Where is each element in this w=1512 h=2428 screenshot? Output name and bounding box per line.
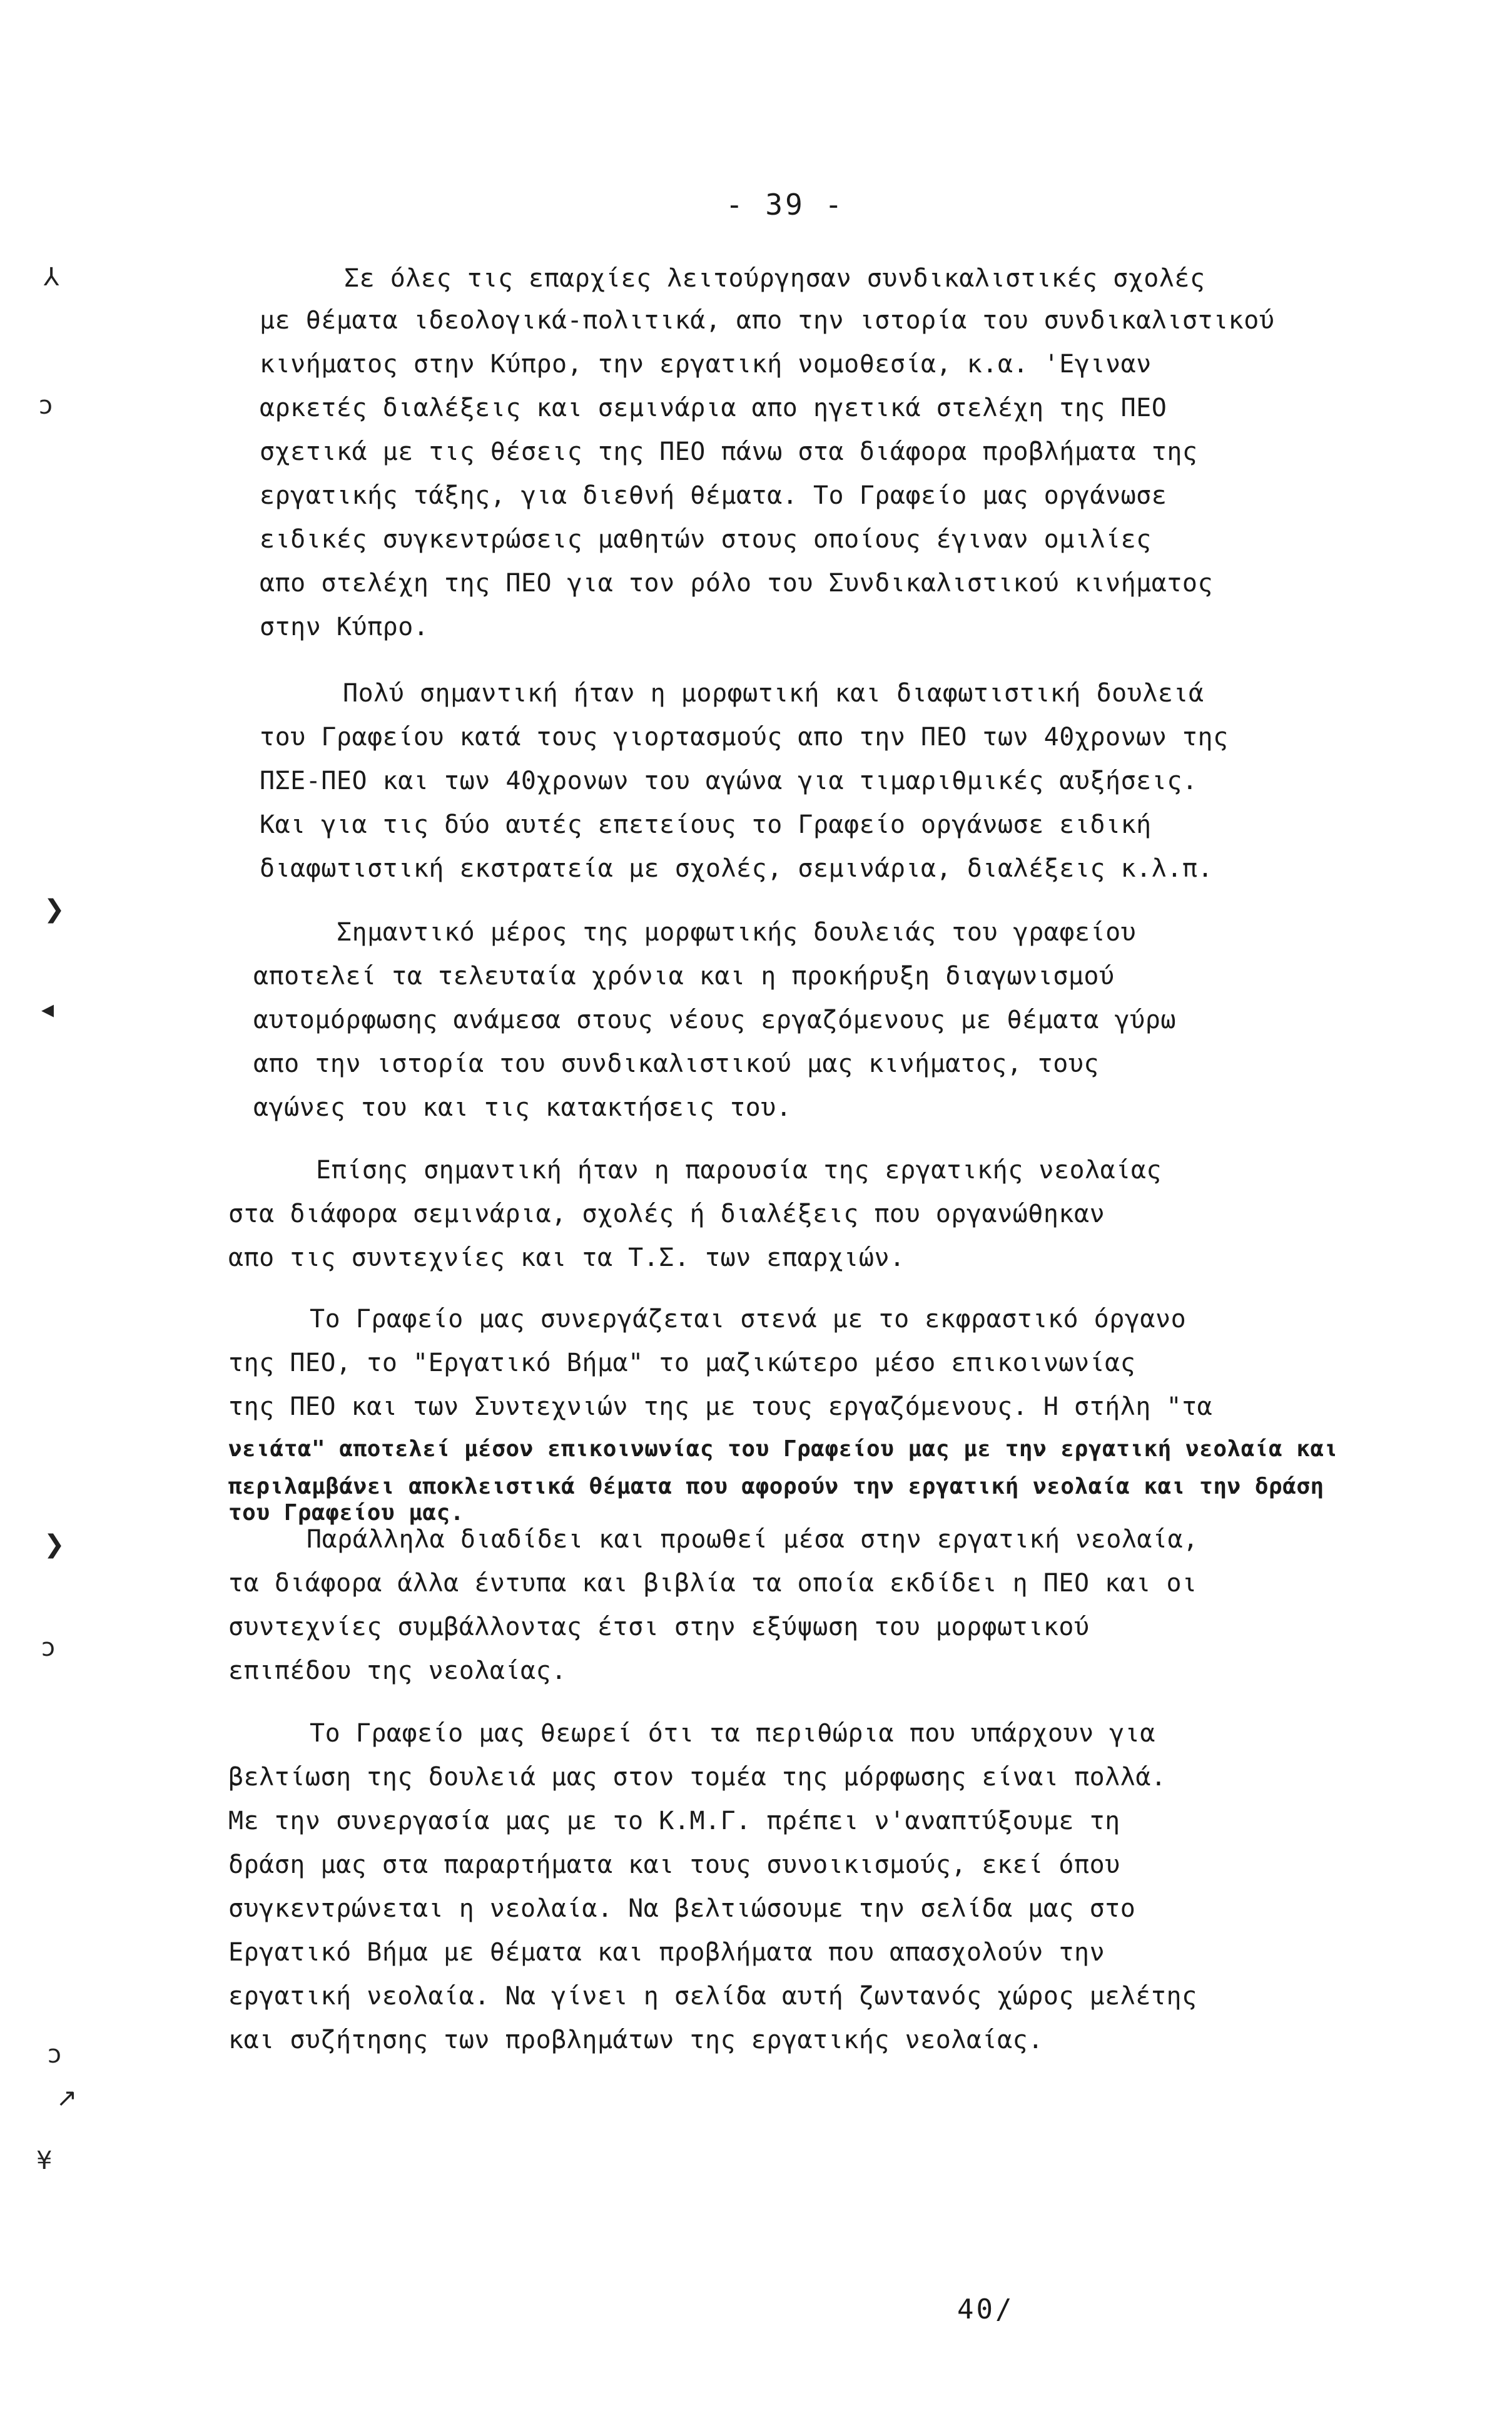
- text-line: τα διάφορα άλλα έντυπα και βιβλία τα οποία εκδίδει η ΠΕΟ και οι: [228, 1569, 1197, 1598]
- text-line: ΠΣΕ-ΠΕΟ και των 40χρονων του αγώνα για τιμαριθμικές αυξήσεις.: [260, 767, 1198, 795]
- text-line: νειάτα" αποτελεί μέσον επικοινωνίας του Γραφείου μας με την εργατική νεολαία και: [228, 1436, 1338, 1462]
- text-line: Και για τις δύο αυτές επετείους το Γραφείο οργάνωσε ειδική: [260, 810, 1152, 839]
- text-line: Το Γραφείο μας συνεργάζεται στενά με το εκφραστικό όργανο: [310, 1305, 1187, 1334]
- margin-mark: ɔ: [41, 1633, 55, 1662]
- text-line: στην Κύπρο.: [260, 613, 429, 641]
- text-line: εργατικής τάξης, για διεθνή θέματα. Το Γραφείο μας οργάνωσε: [260, 481, 1167, 510]
- continuation-marker: 40/: [957, 2293, 1015, 2325]
- margin-mark: ↗: [56, 2084, 78, 2113]
- margin-mark: ɔ: [48, 2040, 61, 2069]
- text-line: αρκετές διαλέξεις και σεμινάρια απο ηγετικά στελέχη της ΠΕΟ: [260, 394, 1167, 422]
- text-line: με θέματα ιδεολογικά-πολιτικά, απο την ιστορία του συνδικαλιστικού: [260, 306, 1275, 335]
- text-line: περιλαμβάνει αποκλειστικά θέματα που αφορούν την εργατική νεολαία και την δράση: [228, 1474, 1324, 1499]
- margin-mark: ❯: [44, 1530, 65, 1559]
- text-line: Σε όλες τις επαρχίες λειτούργησαν συνδικαλιστικές σχολές: [344, 264, 1205, 293]
- text-line: αποτελεί τα τελευταία χρόνια και η προκήρυξη διαγωνισμού: [253, 962, 1115, 991]
- text-line: Το Γραφείο μας θεωρεί ότι τα περιθώρια που υπάρχουν για: [310, 1719, 1156, 1748]
- margin-mark: ◂: [41, 995, 54, 1024]
- text-line: επιπέδου της νεολαίας.: [228, 1656, 567, 1685]
- text-line: της ΠΕΟ και των Συντεχνιών της με τους εργαζόμενους. Η στήλη "τα: [228, 1392, 1213, 1421]
- text-line: Πολύ σημαντική ήταν η μορφωτική και διαφωτιστική δουλειά: [343, 679, 1204, 708]
- text-line: αυτομόρφωσης ανάμεσα στους νέους εργαζόμενους με θέματα γύρω: [253, 1006, 1176, 1034]
- margin-mark: ɔ: [39, 391, 53, 420]
- text-line: της ΠΕΟ, το "Εργατικό Βήμα" το μαζικώτερο μέσο επικοινωνίας: [228, 1349, 1136, 1377]
- text-line: Παράλληλα διαδίδει και προωθεί μέσα στην εργατική νεολαία,: [307, 1525, 1199, 1554]
- page-number: - 39 -: [726, 188, 845, 222]
- text-line: βελτίωση της δουλειά μας στον τομέα της μόρφωσης είναι πολλά.: [228, 1763, 1167, 1792]
- text-line: αγώνες του και τις κατακτήσεις του.: [253, 1093, 792, 1122]
- text-line: συντεχνίες συμβάλλοντας έτσι στην εξύψωση του μορφωτικού: [228, 1613, 1090, 1641]
- text-line: και συζήτησης των προβλημάτων της εργατικής νεολαίας.: [228, 2026, 1043, 2054]
- text-line: διαφωτιστική εκστρατεία με σχολές, σεμινάρια, διαλέξεις κ.λ.π.: [260, 854, 1214, 883]
- text-line: κινήματος στην Κύπρο, την εργατική νομοθεσία, κ.α. 'Εγιναν: [260, 350, 1152, 379]
- margin-mark: ❯: [44, 895, 65, 924]
- text-line: Με την συνεργασία μας με το Κ.Μ.Γ. πρέπει ν'αναπτύξουμε τη: [228, 1807, 1120, 1835]
- text-line: του Γραφείου μας.: [228, 1500, 464, 1526]
- text-line: Επίσης σημαντική ήταν η παρουσία της εργατικής νεολαίας: [316, 1156, 1162, 1185]
- text-line: Σημαντικό μέρος της μορφωτικής δουλειάς του γραφείου: [337, 918, 1137, 947]
- text-line: δράση μας στα παραρτήματα και τους συνοικισμούς, εκεί όπου: [228, 1850, 1120, 1879]
- margin-mark: ¥: [36, 2146, 53, 2175]
- text-line: συγκεντρώνεται η νεολαία. Να βελτιώσουμε την σελίδα μας στο: [228, 1894, 1136, 1923]
- text-line: Εργατικό Βήμα με θέματα και προβλήματα που απασχολούν την: [228, 1938, 1105, 1967]
- text-line: στα διάφορα σεμινάρια, σχολές ή διαλέξεις που οργανώθηκαν: [228, 1200, 1105, 1228]
- text-line: απο στελέχη της ΠΕΟ για τον ρόλο του Συνδικαλιστικού κινήματος: [260, 569, 1214, 598]
- text-line: εργατική νεολαία. Να γίνει η σελίδα αυτή ζωντανός χώρος μελέτης: [228, 1982, 1197, 2011]
- text-line: του Γραφείου κατά τους γιορτασμούς απο την ΠΕΟ των 40χρονων της: [260, 723, 1229, 752]
- text-line: απο τις συντεχνίες και τα Τ.Σ. των επαρχιών.: [228, 1243, 905, 1272]
- text-line: απο την ιστορία του συνδικαλιστικού μας κινήματος, τους: [253, 1049, 1100, 1078]
- margin-mark: ⅄: [44, 263, 59, 292]
- text-line: ειδικές συγκεντρώσεις μαθητών στους οποίους έγιναν ομιλίες: [260, 525, 1152, 554]
- text-line: σχετικά με τις θέσεις της ΠΕΟ πάνω στα διάφορα προβλήματα της: [260, 437, 1198, 466]
